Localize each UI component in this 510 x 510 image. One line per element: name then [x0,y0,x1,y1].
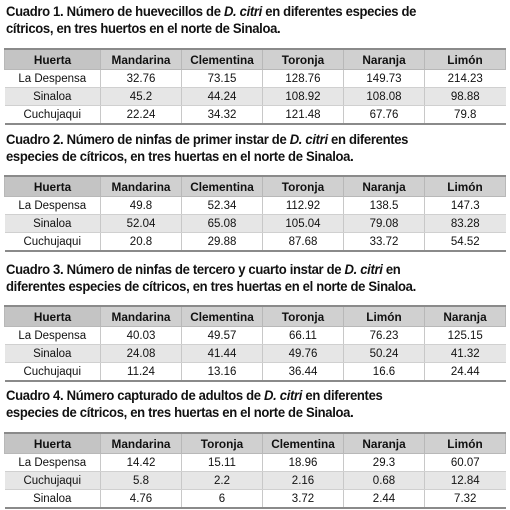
header-cell: Naranja [425,306,506,327]
table-row [5,345,506,363]
table-row [5,106,506,125]
value-cell: 4.76 [101,490,182,509]
caption-text: en diferentes [327,132,409,148]
table-row [5,472,506,490]
value-cell: 34.32 [182,106,263,125]
header-cell: Huerta [5,306,101,327]
table-2-caption [6,132,466,166]
table-3-caption [6,262,466,296]
caption-text: en diferentes especies de [261,4,417,20]
row-label: Cuchujaqui [5,106,101,125]
caption-text: Cuadro 1. Número de huevecillos de [6,4,224,20]
header-cell: Mandarina [101,433,182,454]
header-cell: Naranja [344,49,425,70]
table-header-row [5,306,506,327]
header-cell: Huerta [5,49,101,70]
value-cell: 49.8 [101,197,182,215]
value-cell: 45.2 [101,88,182,106]
header-cell: Mandarina [101,176,182,197]
value-cell: 49.57 [182,327,263,345]
header-cell: Naranja [344,176,425,197]
header-cell: Huerta [5,176,101,197]
value-cell: 6 [182,490,263,509]
header-cell: Limón [425,433,506,454]
value-cell: 52.34 [182,197,263,215]
value-cell: 65.08 [182,215,263,233]
table-row [5,490,506,509]
value-cell: 2.16 [263,472,344,490]
header-cell: Huerta [5,433,101,454]
value-cell: 20.8 [101,233,182,252]
table-3 [4,305,506,382]
row-label: La Despensa [5,454,101,472]
caption-line-1 [6,262,466,279]
value-cell: 67.76 [344,106,425,125]
table-row [5,454,506,472]
value-cell: 128.76 [263,70,344,88]
value-cell: 79.08 [344,215,425,233]
value-cell: 105.04 [263,215,344,233]
table-row [5,70,506,88]
caption-line-1 [6,132,466,149]
header-cell: Mandarina [101,49,182,70]
value-cell: 87.68 [263,233,344,252]
table-header-row [5,176,506,197]
value-cell: 33.72 [344,233,425,252]
value-cell: 2.44 [344,490,425,509]
value-cell: 125.15 [425,327,506,345]
caption-text: Cuadro 3. Número de ninfas de tercero y cuarto instar de [6,262,345,278]
table-2 [4,175,506,252]
value-cell: 60.07 [425,454,506,472]
value-cell: 7.32 [425,490,506,509]
value-cell: 36.44 [263,363,344,382]
value-cell: 138.5 [344,197,425,215]
value-cell: 52.04 [101,215,182,233]
header-cell: Clementina [182,176,263,197]
header-cell: Toronja [263,176,344,197]
header-cell: Limón [425,49,506,70]
caption-text: Cuadro 2. Número de ninfas de primer instar de [6,132,290,148]
caption-line-2: especies de cítricos, en tres huertas en el norte de Sinaloa. [6,405,354,421]
row-label: Sinaloa [5,490,101,509]
row-label: Sinaloa [5,88,101,106]
value-cell: 13.16 [182,363,263,382]
value-cell: 24.08 [101,345,182,363]
value-cell: 5.8 [101,472,182,490]
value-cell: 73.15 [182,70,263,88]
header-cell: Clementina [263,433,344,454]
header-cell: Toronja [263,49,344,70]
header-cell: Naranja [344,433,425,454]
table-row [5,215,506,233]
value-cell: 79.8 [425,106,506,125]
value-cell: 32.76 [101,70,182,88]
value-cell: 76.23 [344,327,425,345]
table-header-row [5,49,506,70]
value-cell: 108.92 [263,88,344,106]
header-cell: Clementina [182,306,263,327]
value-cell: 44.24 [182,88,263,106]
table-header-row [5,433,506,454]
table-row [5,88,506,106]
caption-line-2: cítricos, en tres huertos en el norte de Sinaloa. [6,21,281,37]
species-name: D. citri [223,4,262,20]
value-cell: 54.52 [425,233,506,252]
table-row [5,197,506,215]
value-cell: 112.92 [263,197,344,215]
caption-text: Cuadro 4. Número capturado de adultos de [6,388,265,404]
row-label: Sinaloa [5,345,101,363]
value-cell: 16.6 [344,363,425,382]
value-cell: 83.28 [425,215,506,233]
header-cell: Toronja [263,306,344,327]
value-cell: 18.96 [263,454,344,472]
row-label: Cuchujaqui [5,472,101,490]
caption-text: en [382,262,401,278]
row-label: Cuchujaqui [5,233,101,252]
table-4-caption [6,388,466,422]
caption-line-1 [6,388,466,405]
value-cell: 11.24 [101,363,182,382]
header-cell: Clementina [182,49,263,70]
header-cell: Mandarina [101,306,182,327]
value-cell: 29.88 [182,233,263,252]
value-cell: 2.2 [182,472,263,490]
value-cell: 66.11 [263,327,344,345]
table-1-caption [6,4,466,38]
value-cell: 0.68 [344,472,425,490]
table-1 [4,48,506,125]
row-label: La Despensa [5,70,101,88]
caption-line-2: diferentes especies de cítricos, en tres huertas en el norte de Sinaloa. [6,279,416,295]
value-cell: 3.72 [263,490,344,509]
row-label: Cuchujaqui [5,363,101,382]
row-label: La Despensa [5,197,101,215]
table-4 [4,432,506,509]
value-cell: 121.48 [263,106,344,125]
row-label: La Despensa [5,327,101,345]
table-row [5,363,506,382]
row-label: Sinaloa [5,215,101,233]
value-cell: 14.42 [101,454,182,472]
header-cell: Toronja [182,433,263,454]
value-cell: 22.24 [101,106,182,125]
value-cell: 49.76 [263,345,344,363]
value-cell: 149.73 [344,70,425,88]
caption-line-1 [6,4,466,21]
table-row [5,233,506,252]
table-row [5,327,506,345]
value-cell: 50.24 [344,345,425,363]
value-cell: 15.11 [182,454,263,472]
value-cell: 41.44 [182,345,263,363]
caption-line-2: especies de cítricos, en tres huertas en el norte de Sinaloa. [6,149,354,165]
value-cell: 12.84 [425,472,506,490]
species-name: D. citri [344,262,383,278]
value-cell: 41.32 [425,345,506,363]
species-name: D. citri [264,388,303,404]
header-cell: Limón [344,306,425,327]
value-cell: 108.08 [344,88,425,106]
caption-text: en diferentes [302,388,383,404]
species-name: D. citri [289,132,328,148]
value-cell: 29.3 [344,454,425,472]
value-cell: 147.3 [425,197,506,215]
value-cell: 24.44 [425,363,506,382]
value-cell: 214.23 [425,70,506,88]
value-cell: 40.03 [101,327,182,345]
value-cell: 98.88 [425,88,506,106]
header-cell: Limón [425,176,506,197]
